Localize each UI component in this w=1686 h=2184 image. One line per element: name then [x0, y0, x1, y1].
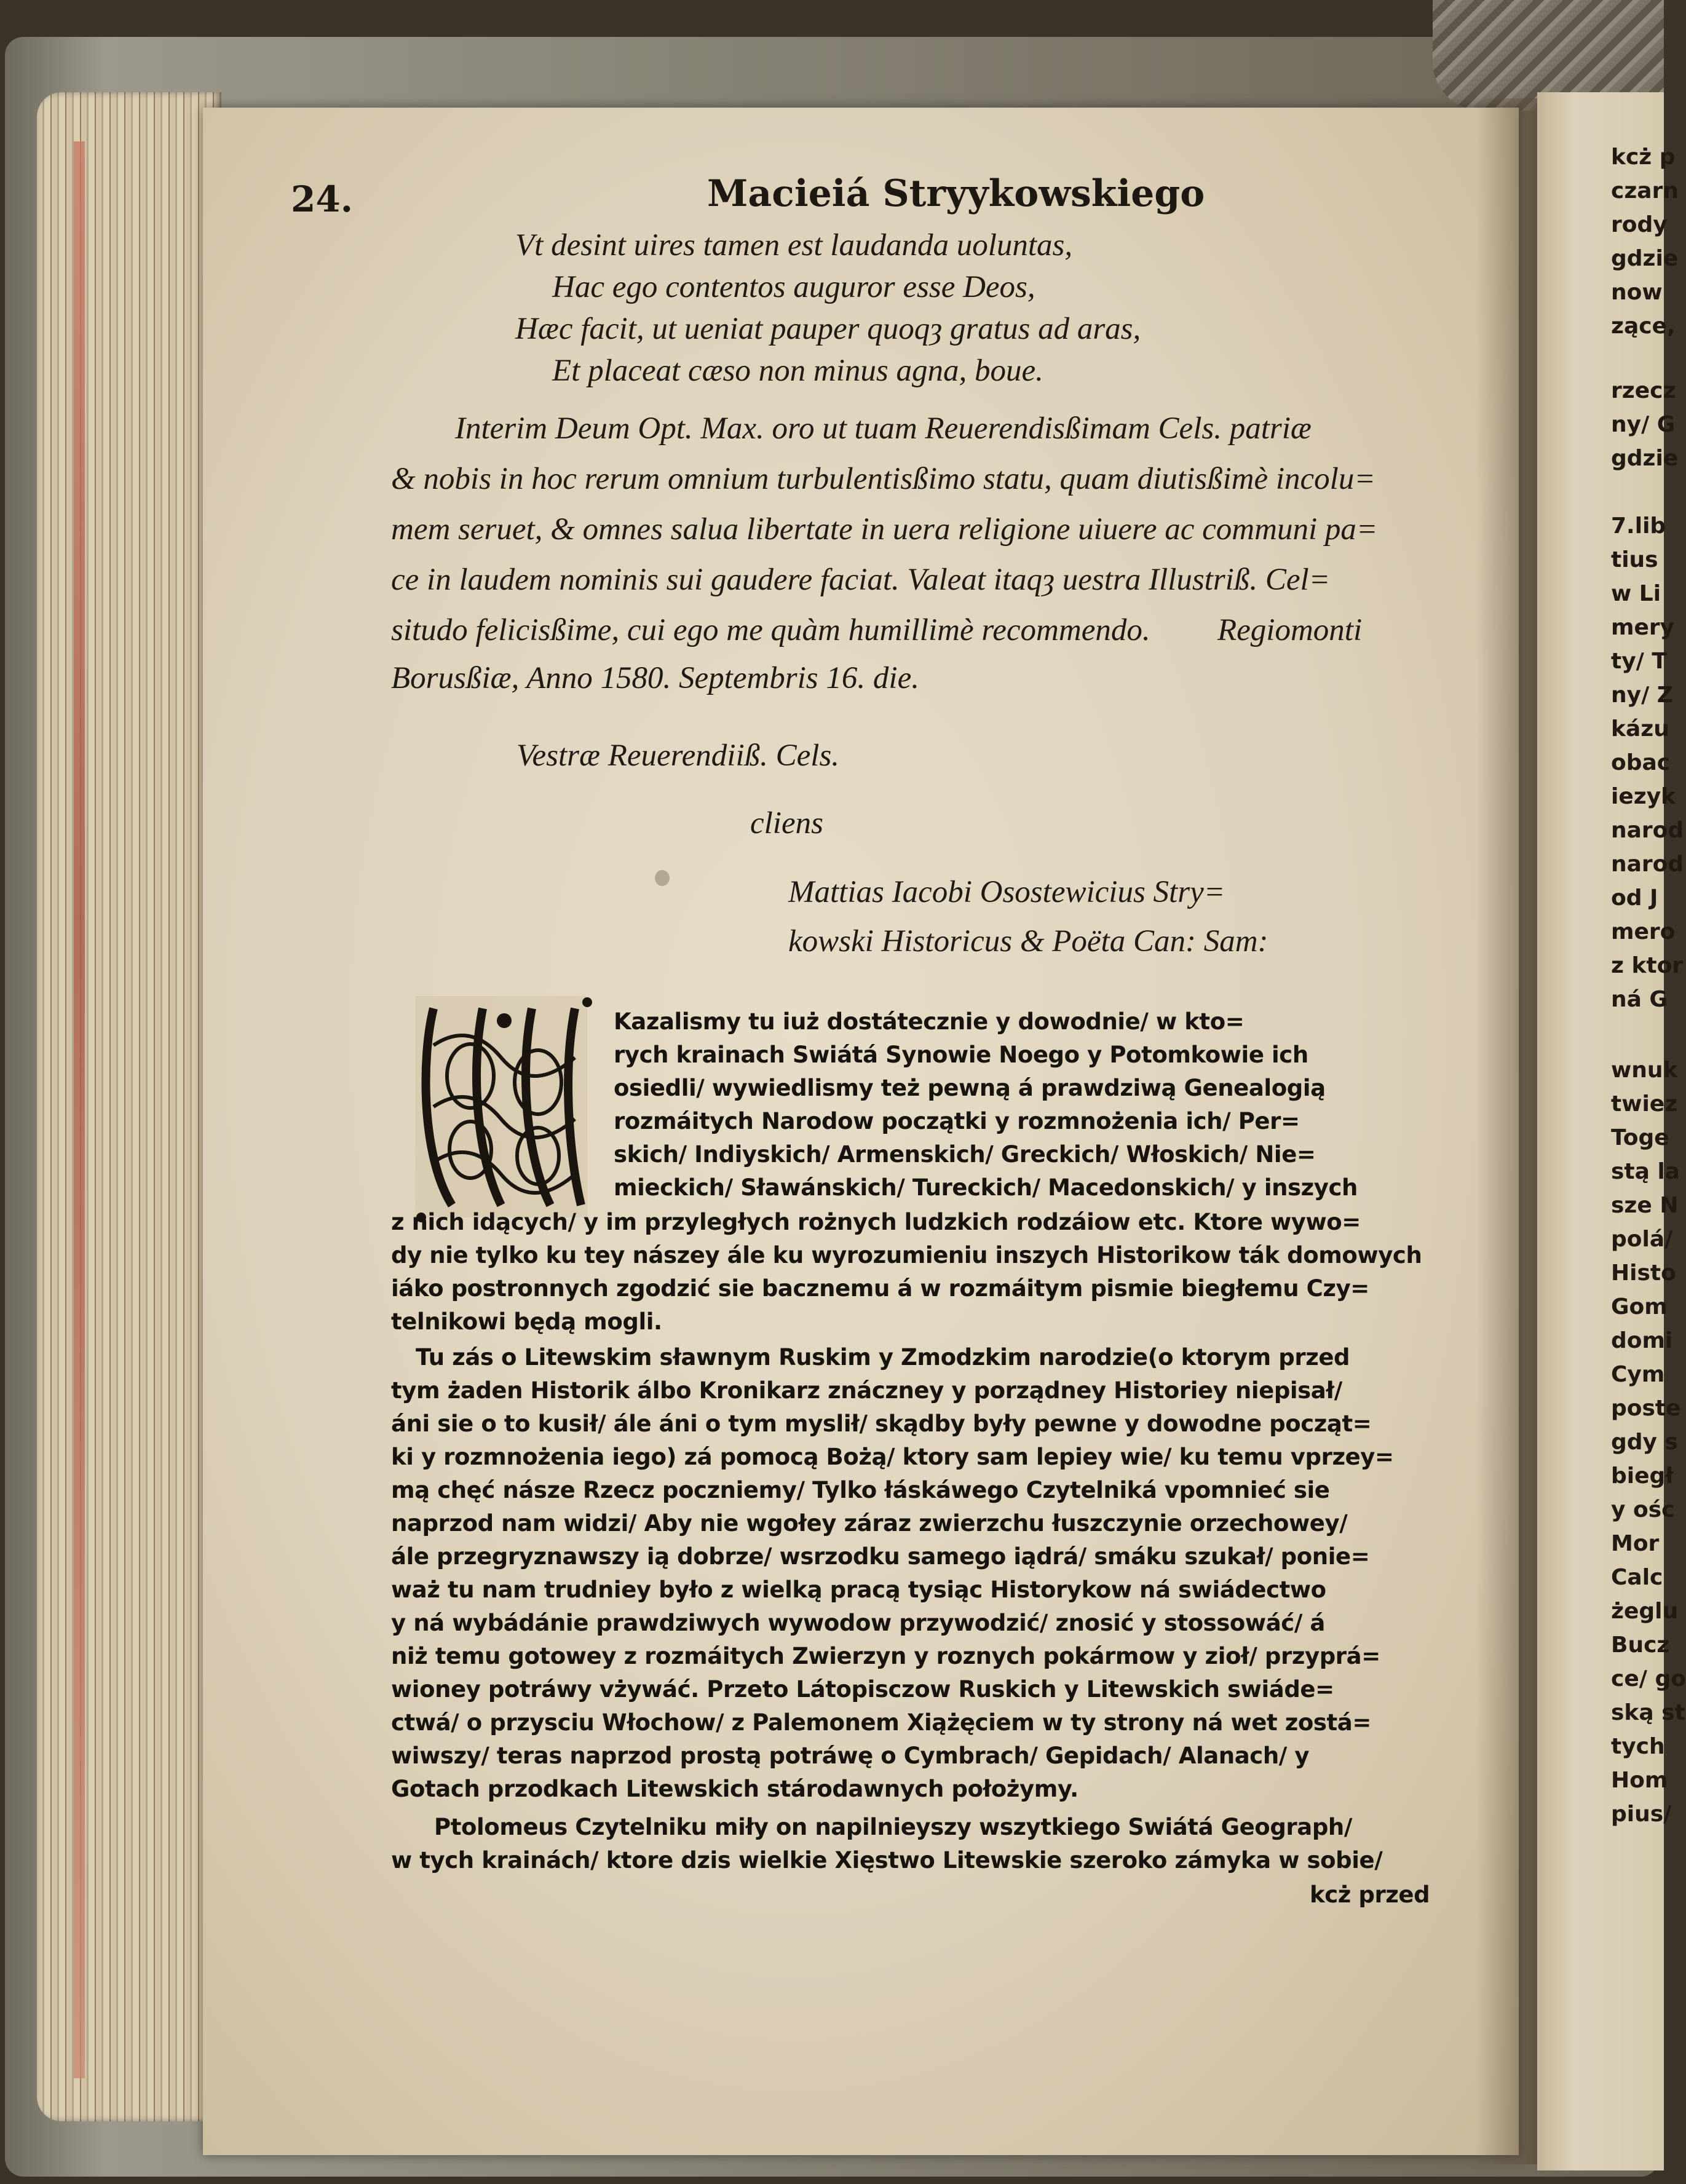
- polish-text-line: Gotach przodkach Litewskich stárodawnych położymy.: [391, 1776, 1078, 1802]
- polish-text-line: niż temu gotowey z rozmáitych Zwierzyn y roznych pokármow y zioł/ przyprá=: [391, 1643, 1380, 1669]
- latin-place: Regiomonti: [1217, 613, 1363, 647]
- facing-page-fragment: ty/ T: [1611, 649, 1667, 674]
- polish-text-line: y ná wybádánie prawdziwych wywodow przywodzić/ znosić y stossowáć/ á: [391, 1610, 1325, 1636]
- facing-page-fragment: mery: [1611, 615, 1675, 640]
- facing-page-fragment: Gom: [1611, 1294, 1668, 1320]
- facing-page-fragment: Toge: [1611, 1125, 1669, 1150]
- verse-line: Hac ego contentos auguror esse Deos,: [552, 270, 1035, 304]
- signature-line: kowski Historicus & Poëta Can: Sam:: [788, 924, 1268, 959]
- facing-page-fragment: narod: [1611, 852, 1684, 877]
- latin-paragraph-line: ce in laudem nominis sui gaudere faciat. Valeat itaqȝ uestra Illustriß. Cel=: [391, 563, 1331, 597]
- red-page-edge: [74, 141, 85, 2078]
- latin-paragraph-line: Interim Deum Opt. Max. oro ut tuam Reuerendisßimam Cels. patriæ: [455, 411, 1312, 446]
- polish-text-line: iáko postronnych zgodzić sie bacznemu á w rozmáitym pismie biegłemu Czy=: [391, 1275, 1369, 1302]
- polish-text-line: ki y rozmnożenia iego) zá pomocą Bożą/ ktory sam lepiey wie/ ku temu vprzey=: [391, 1444, 1394, 1470]
- facing-page-fragment: y ośc: [1611, 1497, 1675, 1522]
- polish-text-line: Kazalismy tu iuż dostátecznie y dowodnie/ w kto=: [614, 1008, 1245, 1035]
- facing-page-fragment: z ktor: [1611, 953, 1684, 978]
- polish-text-line: rozmáitych Narodow początki y rozmnożenia ich/ Per=: [614, 1108, 1300, 1134]
- facing-page-fragment: Mor: [1611, 1531, 1660, 1556]
- facing-page-fragment: rody: [1611, 212, 1668, 237]
- cliens: cliens: [750, 806, 823, 841]
- facing-page-fragment: kcż p: [1611, 144, 1676, 170]
- facing-page-fragment: pius/: [1611, 1802, 1672, 1827]
- polish-text-line: Ptolomeus Czytelniku miły on napilnieyszy wszytkiego Swiátá Geograph/: [434, 1814, 1352, 1840]
- facing-page-fragment: now: [1611, 280, 1663, 305]
- facing-page-fragment: ce/ go: [1611, 1666, 1686, 1691]
- facing-page-fragment: ná G: [1611, 987, 1668, 1012]
- facing-page-fragment: w Li: [1611, 581, 1661, 606]
- facing-page-fragment: stą la: [1611, 1159, 1680, 1184]
- stacked-page-edges: [37, 92, 221, 2121]
- polish-text-line: wiwszy/ teras naprzod prostą potráwę o Cymbrach/ Gepidach/ Alanach/ y: [391, 1743, 1310, 1769]
- facing-page-fragment: biegł: [1611, 1463, 1674, 1489]
- polish-text-line: w tych krainách/ ktore dzis wielkie Xięstwo Litewskie szeroko zámyka w sobie/: [391, 1847, 1383, 1873]
- facing-page-fragment: domi: [1611, 1328, 1673, 1353]
- verse-line: Et placeat cæso non minus agna, boue.: [552, 354, 1043, 388]
- facing-page-fragment: tius: [1611, 547, 1658, 572]
- catchword: kcż przed: [1310, 1881, 1430, 1908]
- facing-page-fragment: żeglu: [1611, 1599, 1679, 1624]
- verse-line: Vt desint uires tamen est laudanda uoluntas,: [515, 228, 1073, 263]
- facing-page-fragment: twiez: [1611, 1091, 1678, 1117]
- polish-text-line: mą chęć násze Rzecz poczniemy/ Tylko łáskáwego Czytelniká vpomnieć sie: [391, 1477, 1330, 1503]
- polish-text-line: tym żaden Historik álbo Kronikarz znáczney y porządney Historiey niepisał/: [391, 1377, 1342, 1404]
- facing-page-fragment: obac: [1611, 750, 1671, 775]
- latin-paragraph-line: & nobis in hoc rerum omnium turbulentisßimo statu, quam diutisßimè incolu=: [391, 462, 1375, 496]
- signature-line: Mattias Iacobi Osostewicius Stry=: [788, 875, 1225, 909]
- facing-page-fragment: tych: [1611, 1734, 1665, 1759]
- polish-text-line: Tu zás o Litewskim sławnym Ruskim y Zmodzkim narodzie(o ktorym przed: [416, 1344, 1350, 1371]
- running-head: Macieiá Stryykowskiego: [707, 172, 1205, 215]
- facing-page-fragment: zące,: [1611, 314, 1676, 339]
- facing-page-fragment: rzecz: [1611, 378, 1676, 403]
- facing-page-fragment: od J: [1611, 885, 1658, 911]
- polish-text-line: skich/ Indiyskich/ Armenskich/ Greckich/ Włoskich/ Nie=: [614, 1141, 1316, 1168]
- polish-text-line: wioney potráwy vżywáć. Przeto Látopisczow Ruskich y Litewskich swiáde=: [391, 1676, 1334, 1703]
- facing-page-fragment: Bucz: [1611, 1632, 1670, 1658]
- facing-page-fragment: mero: [1611, 919, 1676, 944]
- polish-text-line: naprzod nam widzi/ Aby nie wgołey záraz zwierzchu łuszczynie orzechowey/: [391, 1510, 1348, 1537]
- facing-page-fragment: gdzie: [1611, 446, 1679, 471]
- facing-page-fragment: gdy s: [1611, 1430, 1678, 1455]
- polish-text-line: waż tu nam trudniey było z wielką pracą tysiąc Historykow ná swiádectwo: [391, 1577, 1326, 1603]
- facing-page-fragment: narod: [1611, 818, 1684, 843]
- latin-paragraph-line: Borusßiæ, Anno 1580. Septembris 16. die.: [391, 661, 919, 695]
- facing-page-fragment: poste: [1611, 1396, 1681, 1421]
- decorated-initial-w: [397, 984, 606, 1230]
- polish-text-line: áni sie o to kusił/ ále áni o tym myslił/ skądby były pewne y dowodne począt=: [391, 1410, 1372, 1437]
- facing-page-fragment: czarn: [1611, 178, 1679, 204]
- polish-text-line: telnikowi będą mogli.: [391, 1308, 662, 1335]
- page-number: 24.: [291, 178, 353, 220]
- polish-text-line: rych krainach Swiátá Synowie Noego y Potomkowie ich: [614, 1042, 1308, 1068]
- facing-page-fragment: sze N: [1611, 1193, 1679, 1218]
- facing-page-fragment: kázu: [1611, 716, 1669, 742]
- facing-page-fragment: Hom: [1611, 1768, 1668, 1793]
- salutation: Vestræ Reuerendiiß. Cels.: [516, 738, 840, 773]
- latin-paragraph-line: situdo felicisßime, cui ego me quàm humillimè recommendo.: [391, 613, 1150, 647]
- facing-page-fragment: 7.lib: [1611, 513, 1666, 539]
- latin-paragraph-line: mem seruet, & omnes salua libertate in uera religione uiuere ac communi pa=: [391, 512, 1378, 547]
- polish-text-line: z nich idących/ y im przyległych rożnych ludzkich rodzáiow etc. Ktore wywo=: [391, 1209, 1361, 1235]
- facing-page-fragment: iezyk: [1611, 784, 1676, 809]
- facing-page-fragment: ny/ Z: [1611, 682, 1673, 708]
- facing-page-fragment: polá/: [1611, 1227, 1673, 1252]
- facing-page-fragment: gdzie: [1611, 246, 1679, 271]
- verse-line: Hæc facit, ut ueniat pauper quoqȝ gratus ad aras,: [515, 312, 1141, 346]
- facing-page-fragment: Calc: [1611, 1565, 1663, 1590]
- facing-page-fragment: ny/ G: [1611, 412, 1676, 437]
- facing-page-fragment: ską st: [1611, 1700, 1685, 1725]
- polish-text-line: mieckich/ Sławánskich/ Tureckich/ Macedonskich/ y inszych: [614, 1174, 1358, 1201]
- polish-text-line: osiedli/ wywiedlismy też pewną á prawdziwą Genealogią: [614, 1075, 1326, 1101]
- facing-page-fragment: Cym: [1611, 1362, 1665, 1387]
- polish-text-line: ále przegryznawszy ią dobrze/ wsrzodku samego iądrá/ smáku szukał/ ponie=: [391, 1543, 1370, 1570]
- paper-speck: [655, 870, 670, 886]
- facing-page-fragment: Histo: [1611, 1260, 1676, 1286]
- polish-text-line: ctwá/ o przysciu Włochow/ z Palemonem Xiążęciem w ty strony ná wet zostá=: [391, 1709, 1371, 1736]
- facing-page-fragment: wnuk: [1611, 1058, 1678, 1083]
- polish-text-line: dy nie tylko ku tey nászey ále ku wyrozumieniu inszych Historikow ták domowych: [391, 1242, 1422, 1268]
